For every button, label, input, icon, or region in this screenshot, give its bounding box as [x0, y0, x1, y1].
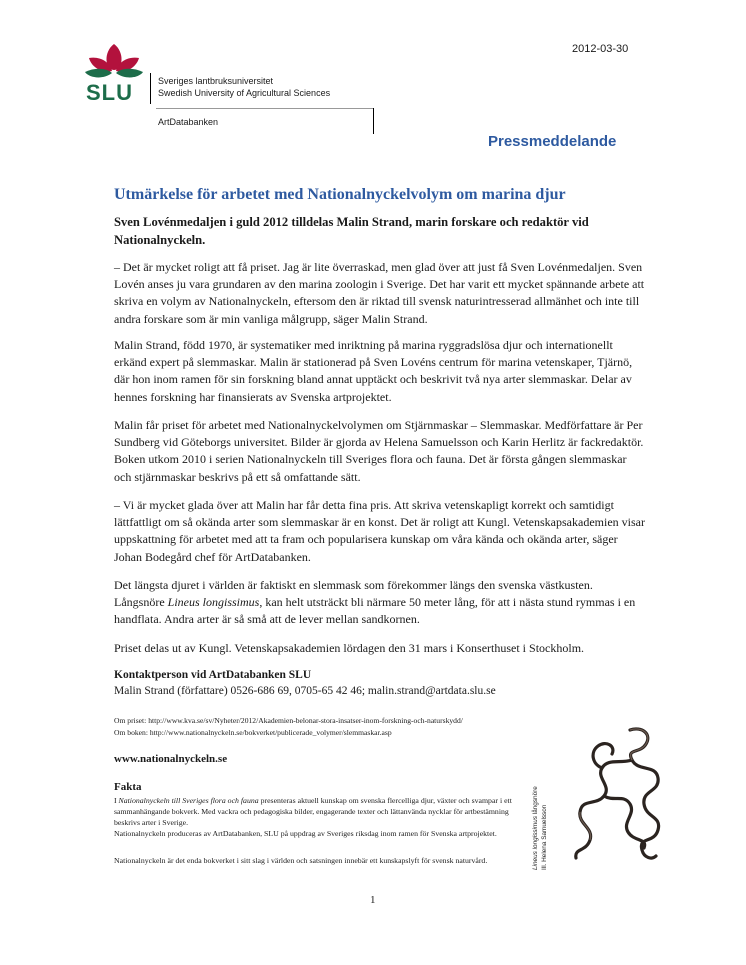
- caption-credit: Ill. Helena Samuelsson: [541, 804, 548, 870]
- contact-heading: Kontaktperson vid ArtDatabanken SLU: [114, 669, 312, 681]
- text-run: presenteras aktuell kunskap om svenska flercelliga djur, växter och svampar i ett sammanhängande bokverk. Med vackra och pedagogiska bilder, engagerande texter och lättanvända nycklar för artbestämning beskrivs arter i Sverige.: [114, 796, 512, 827]
- ribbon-worm-illustration: [572, 724, 666, 866]
- department-rule: [156, 108, 374, 109]
- body-paragraph: Malin Strand, född 1970, är systematiker med inriktning på marina ryggradslösa djur och internationellt erkänd expert på slemmaskar. Malin är stationerad på Sven Lovéns centrum för marina vetenskaper, Tjärnö, där hon inom ramen för sin forskning bland annat upptäckt och beskrivit två nya arter slemmaskar. Delar av hennes forskning har finansierats av Svenska artprojektet.: [114, 338, 633, 404]
- department-name: ArtDatabanken: [158, 117, 219, 127]
- university-name-en: Swedish University of Agricultural Sciences: [158, 88, 331, 98]
- body-paragraph: Priset delas ut av Kungl. Vetenskapsakademien lördagen den 31 mars i Konserthuset i Stockholm.: [114, 641, 585, 655]
- series-title: Nationalnyckeln till Sveriges flora och fauna: [118, 796, 259, 805]
- caption-species: Lineus longissimus: [532, 816, 539, 870]
- fakta-paragraph: Nationalnyckeln är det enda bokverket i sitt slag i världen och satsningen innebär ett kunskapslyft för svensk naturvård.: [114, 856, 488, 865]
- body-paragraph: Malin får priset för arbetet med Nationalnyckelvolymen om Stjärnmaskar – Slemmaskar. Medförfattare är Per Sundberg vid Göteborgs universitet. Bilder är gjorda av Helena Samuelsson och Karin Herlitz är fackredaktör. Boken utkom 2010 i serien Nationalnyckeln till Sveriges flora och fauna. Det är första gången slemmaskar och stjärnmaskar beskrivs på ett så omfattande sätt.: [114, 418, 644, 484]
- species-name: Lineus longissimus: [167, 595, 260, 610]
- book-link-line: [114, 728, 392, 737]
- figure-caption-area: [531, 770, 559, 870]
- body-paragraph: – Det är mycket roligt att få priset. Jag är lite överraskad, men glad över att just få Sven Lovénmedaljen. Sven Lovén anses ju vara grundaren av den marina zoologin i Sverige. Det har varit ett mycket spännande arbete att skriva en volym av Nationalnyckeln, eftersom den är riktad till svensk naturintresserad allmänhet och inte till andra forskare som är min vanliga målgrupp, säger Malin Strand.: [114, 260, 645, 326]
- website-link[interactable]: www.nationalnyckeln.se: [114, 753, 228, 765]
- text-run: I: [114, 796, 119, 805]
- body-paragraph: [114, 577, 646, 629]
- fakta-paragraph: Nationalnyckeln produceras av ArtDatabanken, SLU på uppdrag av Sveriges riksdag inom ramen för Svenska artprojektet.: [114, 829, 497, 838]
- headline: Utmärkelse för arbetet med Nationalnyckelvolym om marina djur: [114, 186, 566, 203]
- worm-body: [576, 760, 632, 858]
- document-type: Pressmeddelande: [488, 133, 617, 150]
- page-number: 1: [370, 894, 376, 906]
- lead-paragraph: Sven Lovénmedaljen i guld 2012 tilldelas Malin Strand, marin forskare och redaktör vid Nationalnyckeln.: [114, 215, 589, 247]
- prize-link[interactable]: http://www.kva.se/sv/Nyheter/2012/Akademien-belonar-stora-insatser-inom-forskning-och-naturskydd/: [148, 716, 463, 725]
- university-name-sv: Sveriges lantbruksuniversitet: [158, 76, 274, 86]
- figure-caption: [531, 786, 549, 870]
- caption-common-name: långsnöre: [532, 786, 539, 816]
- text-run: Det längsta djuret i världen är faktiskt en slemmask som förekommer längs den svenska västkusten. Långsnöre: [114, 578, 593, 610]
- book-link[interactable]: http://www.nationalnyckeln.se/bokverket/publicerade_volymer/slemmaskar.asp: [149, 728, 392, 737]
- worm-body: [604, 796, 645, 848]
- fakta-paragraph: [114, 795, 524, 828]
- book-link-label: Om boken:: [114, 728, 148, 737]
- text-run: , kan helt utsträckt bli närmare 50 meter lång, för att i nästa stund rymmas i en handflata. Andra arter är så små att de lever mellan sandkornen.: [114, 595, 636, 627]
- document-date: 2012-03-30: [572, 43, 629, 55]
- header-divider: [150, 73, 151, 104]
- prize-link-label: Om priset:: [114, 716, 147, 725]
- contact-details: Malin Strand (författare) 0526-686 69, 0705-65 42 46; malin.strand@artdata.slu.se: [114, 685, 496, 697]
- logo-wordmark: SLU: [86, 80, 133, 105]
- prize-link-line: [114, 716, 463, 725]
- department-divider: [373, 108, 374, 134]
- fakta-heading: Fakta: [114, 781, 142, 793]
- body-paragraph: – Vi är mycket glada över att Malin har får detta fina pris. Att skriva vetenskapligt korrekt och samtidigt lättfattligt om så okända arter som slemmaskar är en konst. Det är roligt att Kungl. Vetenskapsakademien visar uppskattning för arbetet med att ta fram och popularisera kunskap om våra kända och okända arter, säger Johan Bodegård chef för ArtDatabanken.: [114, 498, 645, 564]
